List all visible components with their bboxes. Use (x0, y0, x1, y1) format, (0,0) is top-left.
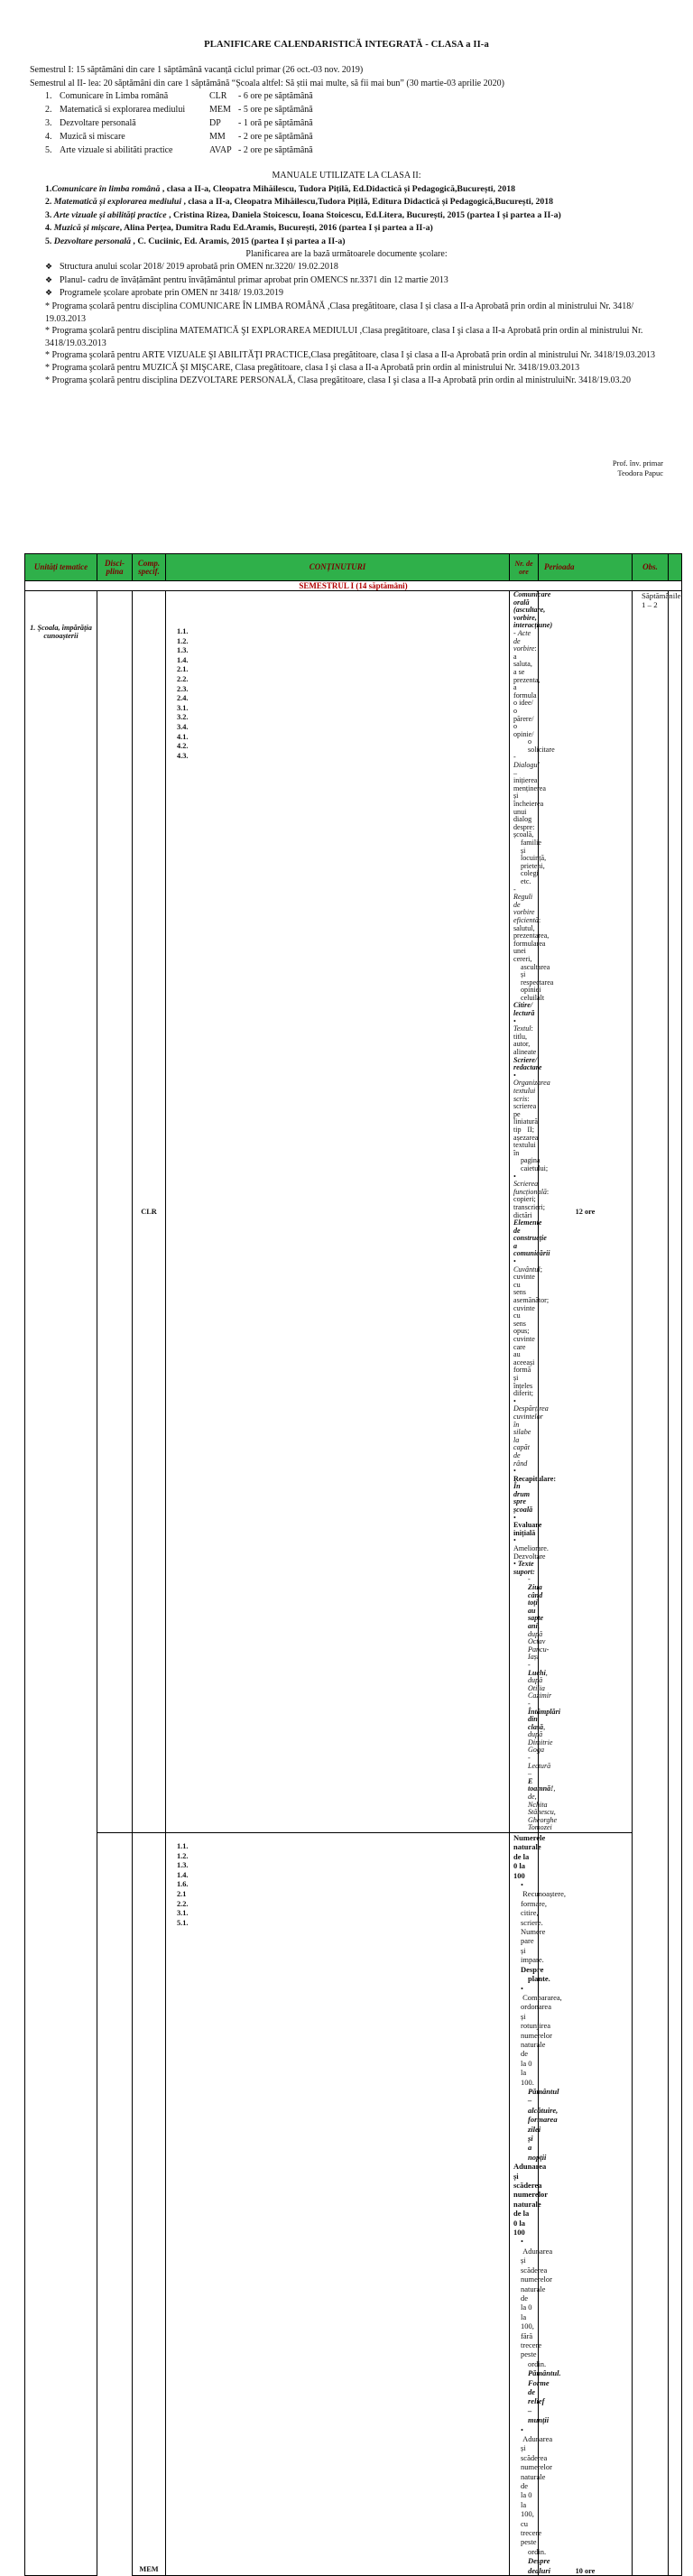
header-obs: Obs. (633, 554, 669, 581)
manual-item: 4. Muzică și mișcare, Alina Perțea, Dumitra Radu Ed.Aramis, București, 2016 (partea I și partea a II-a) (45, 223, 433, 233)
hours-mem: 10 ore (539, 1833, 633, 2576)
subject-item: 1. Comunicare în Limba română CLR - 6 ore pe săptămână (45, 91, 313, 101)
program-item: * Programa şcolară pentru ARTE VIZUALE ŞI ABILITĂŢI PRACTICE,Clasa pregătitoare, clasa I şi clasa a II-a Aprobată prin ordin al ministrului Nr. 3418/19.03.2013 (45, 350, 656, 361)
discipline-clr: CLR (133, 591, 166, 1833)
documents-list (45, 262, 448, 301)
subject-item: 5. Arte vizuale si abilităti practice AVAP - 2 ore pe săptămână (45, 145, 313, 155)
document-item: ❖ Structura anului scolar 2018/ 2019 aprobată prin OMEN nr.3220/ 19.02.2018 (45, 262, 448, 275)
signature: Prof. înv. primar Teodora Papuc (612, 459, 663, 477)
table-row (25, 591, 682, 1833)
document-item: ❖ Planul- cadru de învățământ pentru învățământul primar aprobat prin OMENCS nr.3371 din 12 martie 2013 (45, 275, 448, 289)
header-unit: Unități tematice (25, 554, 97, 581)
program-item: * Programa şcolară pentru disciplina MATEMATICĂ ŞI EXPLORAREA MEDIULUI ,Clasa pregătitoare, clasa I şi clasa a II-a Aprobată prin ordin al ministrului Nr. 3418/19.03.2013 (45, 326, 643, 348)
header-empty (669, 554, 682, 581)
subject-item: 2. Matematică si explorarea mediului MEM - 5 ore pe săptămână (45, 105, 313, 115)
semester2-line: Semestrul al II- lea: 20 săptămâni din care 1 săptămână “Școala altfel: Să știi mai multe, să fii mai bun” (30 martie-03 aprilie 2020) (30, 79, 504, 88)
document-item: ❖ Programele școlare aprobate prin OMEN nr 3418/ 19.03.2019 (45, 288, 448, 301)
manual-item: 1.Comunicare în limba română , clasa a II-a, Cleopatra Mihăilescu, Tudora Pițilă, Ed.Didactică și Pedagogică,București, 2018 (45, 184, 516, 194)
unit-name: 1. Școala, împărăția cunoașterii (25, 591, 97, 2576)
header-period: Perioada (539, 554, 633, 581)
competences-clr: 1.1. 1.2. 1.3. 1.4. 2.1. 2.2. 2.3. 2.4. 3.1. 3.2. 3.4. 4.1. 4.2. 4.3. (166, 591, 510, 1833)
subjects-list (45, 91, 313, 159)
obs-cell (669, 591, 682, 2576)
content-mem: Numerele naturale de la 0 la 100 • Recunoaștere, formare, citire, scriere. Numere pare și impare. Despre plante. • Compararea, ordonarea și rotunjirea numerelor naturale de la 0 la 100. Pământul – alcătuire, formarea zilei și a nopții Adunarea și scăderea numerelor naturale de la 0 la 100 • Adunarea și scăderea numerelor naturale de la 0 la 100, fără trecere peste ordin. Pământul. Forme de relief – munții • Adunarea și scăderea numerelor naturale de la 0 la 100, cu trecere peste ordin. Despre dealuri (510, 1833, 539, 2576)
program-item: * Programa școlară pentru disciplina COMUNICARE ÎN LIMBA ROMÂNĂ ,Clasa pregătitoare, clasa I și clasa a II-a Aprobată prin ordin al ministrului Nr. 3418/ 19.03.2013 (45, 301, 634, 324)
page-title: PLANIFICARE CALENDARISTICĂ INTEGRATĂ - CLASA a II-a (204, 40, 489, 50)
empty-cell (97, 591, 133, 1833)
header-hours: Nr. de ore (510, 554, 539, 581)
table-header-row (25, 554, 682, 581)
manual-item: 2. Matematică și explorarea mediului , clasa a II-a, Cleopatra Mihăilescu,Tudora Pițilă, Editura Didactică și Pedagogică,București, 2018 (45, 197, 554, 207)
diamond-bullet-icon: ❖ (45, 274, 53, 284)
programs-list (45, 301, 668, 386)
semester-label: SEMESTRUL I (14 săptămâni) (25, 581, 682, 591)
content-clr: Comunicare orală (ascultare, vorbire, interacțiune) - Acte de vorbire: a saluta, a se prezenta, a formula o idee/ o părere/ o opinie/ o solicitare - Dialogul – inițierea, menținerea și încheierea unui dialog despre: școală, familie și locuință, prieteni, colegi etc. - Reguli de vorbire eficientă: salutul, prezentarea, formularea unei cereri, ascultarea și respectarea opiniei celuilalt Citire/ lectură • Textul: titlu, autor, alineate Scriere/ redactare • Organizarea textului scris: scrierea pe liniatură tip II; așezarea textului în pagina caietului; • Scrierea funcțională: copieri; transcrieri; dictări Elemente de construcție a comunicării • Cuvântul; cuvinte cu sens asemănător; cuvinte cu sens opus; cuvinte care au aceeași formă și înțeles diferit; • Despărțirea cuvintelor în silabe la capăt de rând • Recapitulare: În drum spre școală • Evaluare inițială • Ameliorare. Dezvoltare • Texte suport: - Ziua când toți au sapte ani, după Octav Pancu-Iași - Luchi, după Otilia Cazimir - Întâmplări din clasă, după Dimitrie Goga - Lectură – E toamnă!, de, Nchita Stănescu, Gheorghe Tomozei (510, 591, 539, 1833)
table-row (25, 1833, 682, 2576)
header-competences: Comp. specif. (133, 554, 166, 581)
basis-heading: Planificarea are la bază următoarele documente școlare: (245, 249, 448, 259)
manual-item: 5. Dezvoltare personală , C. Cuciinic, Ed. Aramis, 2015 (partea I și partea a II-a) (45, 236, 346, 246)
semester-row (25, 581, 682, 591)
program-item: * Programa şcolară pentru disciplina DEZVOLTARE PERSONALĂ, Clasa pregătitoare, clasa I şi clasa a II-a Aprobată prin ordin al ministruluiNr. 3418/19.03.20 (45, 375, 631, 385)
diamond-bullet-icon: ❖ (45, 262, 53, 271)
planning-table (24, 553, 682, 2576)
diamond-bullet-icon: ❖ (45, 288, 53, 298)
period-cell: Săptămânile 1 – 2 (633, 591, 669, 2576)
header-discipline: Disci- plina (97, 554, 133, 581)
program-item: * Programa şcolară pentru MUZICĂ ŞI MIŞCARE, Clasa pregătitoare, clasa I şi clasa a II-a Aprobată prin ordin al ministrului Nr. 3418/19.03.2013 (45, 362, 580, 373)
manual-item: 3. Arte vizuale și abilități practice , Cristina Rizea, Daniela Stoicescu, Ioana Stoicescu, Ed.Litera, București, 2015 (partea I și partea a II-a) (45, 210, 561, 220)
manuals-heading: MANUALE UTILIZATE LA CLASA II: (272, 171, 421, 181)
discipline-mem: MEM (133, 1833, 166, 2576)
empty-cell (97, 1833, 133, 2576)
hours-clr: 12 ore (539, 591, 633, 1833)
semester1-line: Semestrul I: 15 săptămâni din care 1 săptămână vacanță ciclul primar (26 oct.-03 nov. 2019) (30, 65, 364, 75)
subject-item: 3. Dezvoltare personală DP - 1 oră pe săptămână (45, 118, 313, 128)
competences-mem: 1.1. 1.2. 1.3. 1.4. 1.6. 2.1 2.2. 3.1. 5.1. (166, 1833, 510, 2576)
header-content: CONȚINUTURI (166, 554, 510, 581)
subject-item: 4. Muzică si miscare MM - 2 ore pe săptămână (45, 132, 313, 142)
